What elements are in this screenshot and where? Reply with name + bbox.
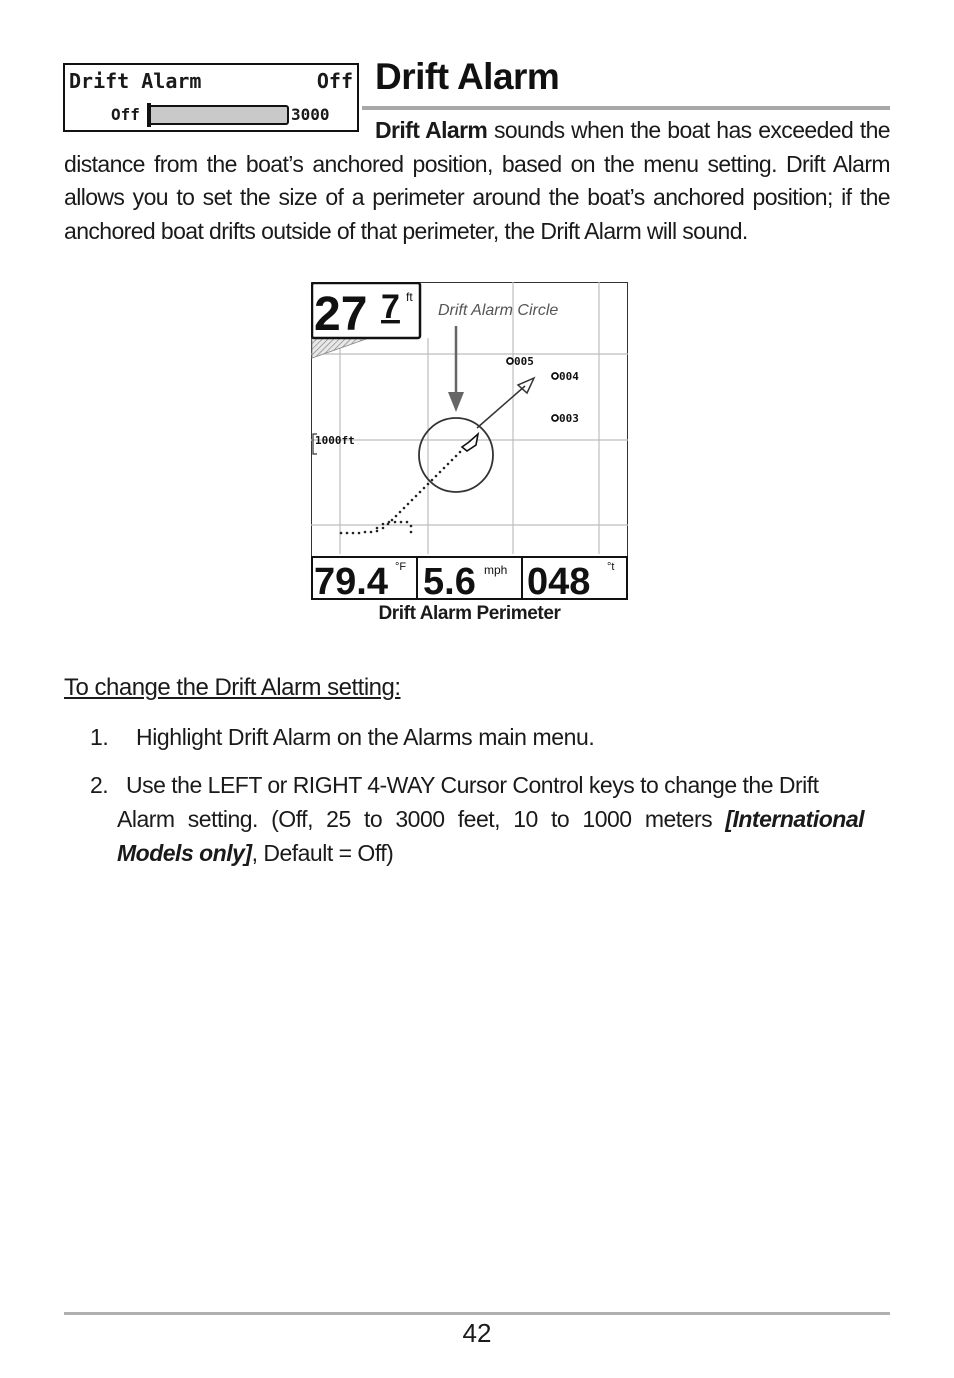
step-1-number: 1. [90, 724, 109, 750]
step-2-text-b: Alarm setting. (Off, 25 to 3000 feet, 10 to 1000 meters [117, 806, 726, 832]
step-2-continuation [90, 802, 864, 870]
temp-unit: °F [395, 561, 407, 573]
heading-unit: °t [607, 561, 615, 573]
svg-text:004: 004 [559, 370, 579, 383]
page-number: 42 [462, 1318, 492, 1348]
drift-alarm-screen-figure [311, 282, 628, 600]
step-2 [90, 768, 864, 870]
menu-label: Drift Alarm [69, 69, 202, 93]
temp-readout: 79.4 [314, 561, 388, 600]
depth-decimal: 7 [381, 288, 400, 326]
figure-caption: Drift Alarm Perimeter [378, 603, 561, 624]
svg-text:005: 005 [514, 355, 534, 368]
menu-value: Off [316, 69, 353, 93]
speed-readout: 5.6 [423, 561, 476, 600]
intro-text: sounds when the boat has exceeded the distance from the boat’s anchored position, based on the menu setting. Drift Alarm allows you to set the size of a perimeter around the boat’s anchored position; if the anchored boat drifts outside of that perimeter, the Drift Alarm will sound. [64, 117, 891, 244]
slider-min-label: Off [111, 105, 140, 124]
step-2-italic-note: [International Models only] [117, 806, 864, 866]
title-rule [362, 106, 890, 110]
slider-max-label: 3000 [291, 105, 330, 124]
step-2-number: 2. [90, 772, 109, 798]
callout-label: Drift Alarm Circle [438, 302, 559, 319]
menu-row [69, 69, 353, 95]
depth-unit: ft [406, 290, 413, 304]
footer-rule [64, 1312, 890, 1315]
speed-unit: mph [484, 563, 508, 577]
intro-bold-term: Drift Alarm [375, 117, 488, 143]
depth-readout: 27 [314, 288, 368, 341]
step-2-text-a: Use the LEFT or RIGHT 4-WAY Cursor Control keys to change the Drift [126, 772, 819, 798]
step-2-text-c: , Default = Off) [251, 840, 394, 866]
step-1-text: Highlight Drift Alarm on the Alarms main menu. [136, 724, 595, 750]
svg-text:003: 003 [559, 412, 579, 425]
page-title: Drift Alarm [375, 56, 560, 97]
section-heading: To change the Drift Alarm setting: [64, 674, 401, 701]
intro-paragraph [64, 114, 890, 248]
step-1 [90, 724, 594, 751]
heading-readout: 048 [527, 561, 591, 600]
scale-label: 1000ft [315, 434, 355, 447]
